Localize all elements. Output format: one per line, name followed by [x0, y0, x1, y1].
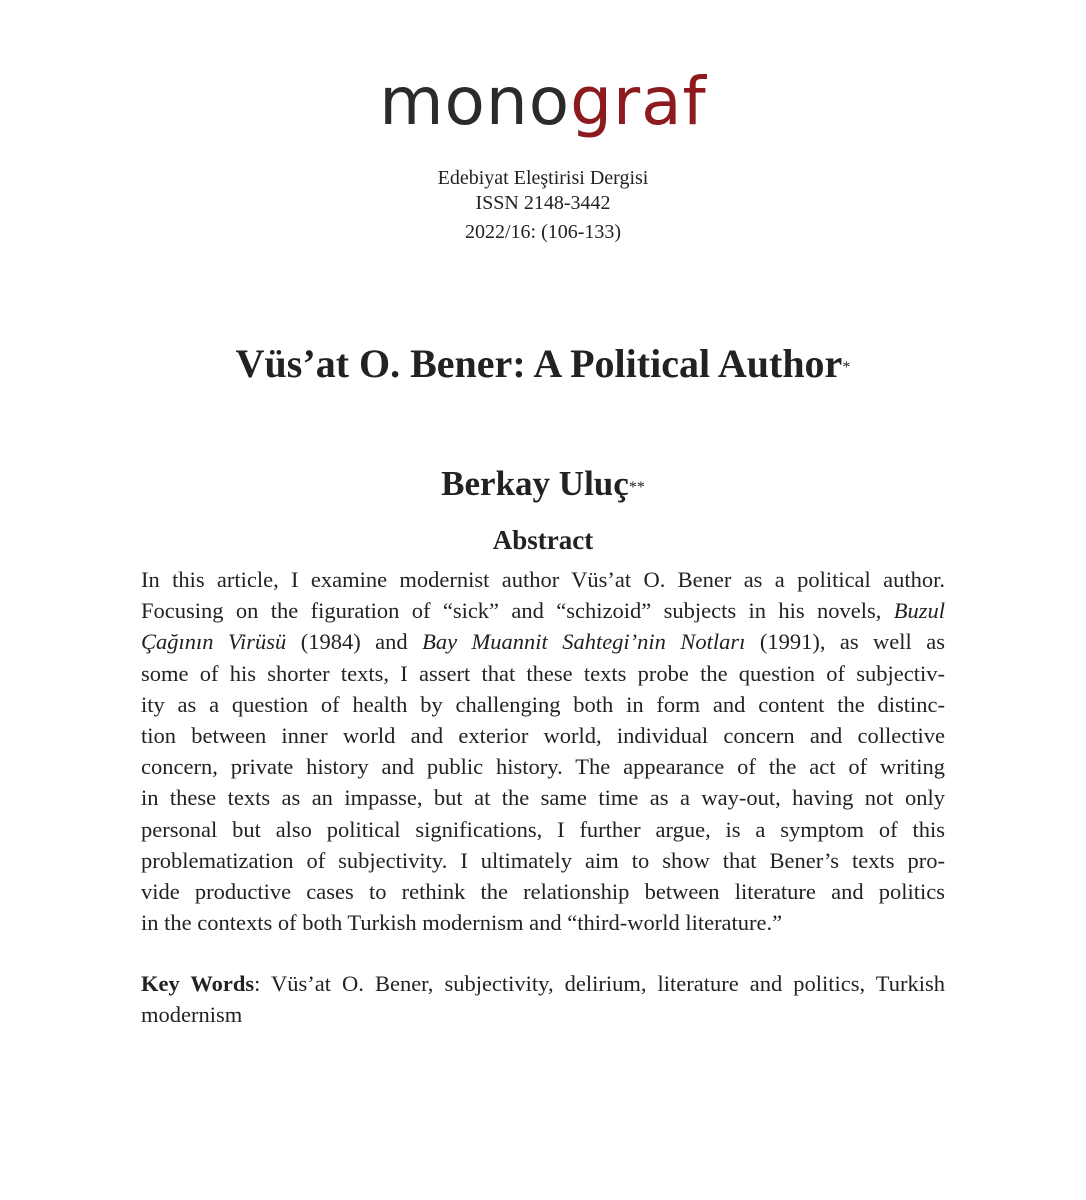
abstract-text: concern, private history and public history. The appearance of the act of writing: [141, 754, 945, 780]
keywords-line-2: modernism: [141, 1002, 243, 1028]
abstract-text: in the contexts of both Turkish modernism and “third-world literature.”: [141, 910, 783, 936]
abstract-text: in these texts as an impasse, but at the same time as a way-out, having not only: [141, 785, 945, 811]
abstract-line: [141, 907, 945, 938]
abstract-line: [141, 626, 945, 657]
abstract-line: [141, 814, 945, 845]
abstract-text: vide productive cases to rethink the relationship between literature and politics: [141, 879, 945, 905]
abstract-line: [141, 595, 945, 626]
abstract-italic-title: Çağının Virüsü: [141, 629, 287, 655]
author-footnote-mark: **: [628, 479, 645, 496]
abstract-text: personal but also political significations, I further argue, is a symptom of this: [141, 816, 945, 842]
logo-text-mono: mono: [379, 63, 571, 140]
abstract-line: [141, 658, 945, 689]
journal-logo: [0, 62, 1086, 142]
abstract-italic-title: Buzul: [893, 598, 945, 624]
title-footnote-mark: *: [842, 359, 851, 376]
abstract-text: In this article, I examine modernist author Vüs’at O. Bener as a political author.: [141, 567, 945, 592]
abstract-line: [141, 689, 945, 720]
abstract-text: (1991), as well as: [745, 629, 945, 655]
abstract-text: some of his shorter texts, I assert that these texts probe the question of subjectiv-: [141, 660, 945, 686]
abstract-body: [141, 564, 945, 938]
journal-info: [0, 166, 1086, 245]
abstract-line: [141, 876, 945, 907]
article-title: [0, 336, 1086, 392]
author-name: Berkay Uluç: [441, 464, 629, 503]
abstract-text: ity as a question of health by challenging both in form and content the distinc-: [141, 691, 945, 717]
abstract-line: [141, 751, 945, 782]
keywords-list: : Vüs’at O. Bener, subjectivity, delirium, literature and politics, Turkish: [254, 971, 945, 996]
keywords-section: [141, 968, 945, 1030]
abstract-heading: Abstract: [492, 525, 594, 555]
abstract-text: problematization of subjectivity. I ultimately aim to show that Bener’s texts pro-: [141, 847, 945, 873]
abstract-line: [141, 845, 945, 876]
journal-issue: 2022/16: (106-133): [464, 221, 622, 243]
abstract-text: (1984) and: [286, 629, 423, 655]
journal-issn: ISSN 2148-3442: [475, 192, 611, 214]
journal-name: Edebiyat Eleştirisi Dergisi: [437, 167, 649, 189]
abstract-line: [141, 782, 945, 813]
abstract-italic-title: Bay Muannit Sahtegi’nin Notları: [422, 629, 746, 655]
article-title-text: Vüs’at O. Bener: A Political Author: [235, 341, 843, 386]
abstract-text: tion between inner world and exterior world, individual concern and collective: [141, 723, 945, 749]
article-author: [0, 458, 1086, 510]
abstract-text: Focusing on the figuration of “sick” and “schizoid” subjects in his novels,: [141, 598, 894, 624]
logo-text-graf: graf: [570, 63, 707, 140]
keywords-line-1: [141, 968, 945, 999]
abstract-line: [141, 564, 945, 595]
keywords-label: Key Words: [141, 971, 255, 996]
abstract-line: [141, 720, 945, 751]
